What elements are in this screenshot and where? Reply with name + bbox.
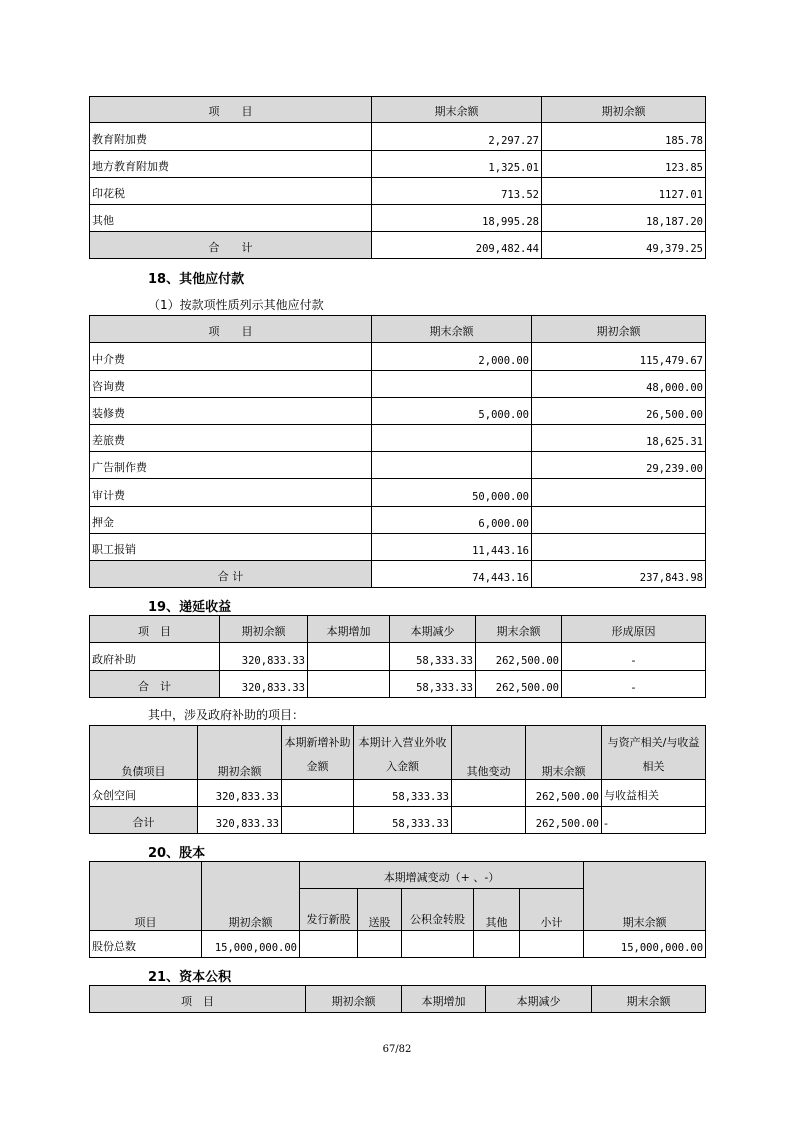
table-header-row (90, 986, 706, 1013)
table-header-row (90, 726, 706, 780)
total-value: 58,333.33 (390, 671, 476, 698)
total-value: 320,833.33 (220, 671, 308, 698)
total-label: 合 计 (90, 232, 372, 259)
value-cell: 15,000,000.00 (584, 931, 706, 958)
table-row (90, 178, 706, 205)
other-payables-table (89, 315, 706, 588)
value-cell: 262,500.00 (476, 643, 562, 671)
section-19-subheading: 其中，涉及政府补助的项目： (148, 708, 305, 722)
total-row (90, 671, 706, 698)
item-cell: 众创空间 (90, 780, 198, 807)
table-header-row (90, 862, 706, 889)
table-header-row (90, 97, 706, 123)
header-cell: 期末余额 (372, 316, 532, 343)
header-cell: 期末余额 (592, 986, 706, 1013)
table-header-row (90, 616, 706, 643)
header-cell: 本期增加 (402, 986, 486, 1013)
deferred-income-table (89, 615, 706, 698)
total-value: 262,500.00 (526, 807, 602, 834)
total-value (308, 671, 390, 698)
header-cell: 发行新股 (300, 889, 358, 931)
value-cell (282, 780, 354, 807)
total-value: 74,443.16 (372, 561, 532, 588)
value-cell: 1,325.01 (372, 151, 542, 178)
total-label: 合计 (90, 807, 198, 834)
header-cell: 其他 (474, 889, 520, 931)
page-number: 67/82 (382, 1044, 412, 1055)
total-label: 合 计 (90, 561, 372, 588)
value-cell: 6,000.00 (372, 507, 532, 534)
header-cell: 项 目 (90, 97, 372, 123)
value-cell: 713.52 (372, 178, 542, 205)
table-row (90, 452, 706, 479)
value-cell (372, 425, 532, 452)
value-cell (532, 534, 706, 561)
item-cell: 股份总数 (90, 931, 202, 958)
header-cell: 本期减少 (486, 986, 592, 1013)
value-cell: 18,995.28 (372, 205, 542, 232)
table-row (90, 643, 706, 671)
value-cell: 123.85 (542, 151, 706, 178)
total-value: 209,482.44 (372, 232, 542, 259)
value-cell: 2,000.00 (372, 343, 532, 371)
header-cell: 小计 (520, 889, 584, 931)
header-cell: 期初余额 (198, 726, 282, 780)
value-cell: 185.78 (542, 123, 706, 151)
table-row (90, 371, 706, 398)
section-21-heading: 21、资本公积 (148, 970, 232, 985)
header-cell: 期末余额 (584, 862, 706, 931)
item-cell: 教育附加费 (90, 123, 372, 151)
value-cell: 320,833.33 (220, 643, 308, 671)
item-cell: 其他 (90, 205, 372, 232)
header-cell: 期初余额 (532, 316, 706, 343)
header-cell: 项 目 (90, 616, 220, 643)
value-cell: 2,297.27 (372, 123, 542, 151)
reason-cell: - (562, 671, 706, 698)
value-cell (372, 371, 532, 398)
value-cell (474, 931, 520, 958)
header-cell: 其他变动 (452, 726, 526, 780)
value-cell (402, 931, 474, 958)
value-cell (308, 643, 390, 671)
table-row (90, 343, 706, 371)
total-value: 58,333.33 (354, 807, 452, 834)
value-cell: 11,443.16 (372, 534, 532, 561)
header-cell: 期末余额 (476, 616, 562, 643)
value-cell: 48,000.00 (532, 371, 706, 398)
total-row (90, 232, 706, 259)
value-cell (372, 452, 532, 479)
section-20-heading: 20、股本 (148, 846, 206, 861)
relation-cell: 与收益相关 (602, 780, 706, 807)
table-row (90, 534, 706, 561)
value-cell: 29,239.00 (532, 452, 706, 479)
value-cell (452, 780, 526, 807)
share-capital-table (89, 861, 706, 958)
table-row (90, 123, 706, 151)
value-cell: 26,500.00 (532, 398, 706, 425)
header-cell: 项目 (90, 862, 202, 931)
header-cell: 项 目 (90, 316, 372, 343)
header-cell: 负债项目 (90, 726, 198, 780)
header-cell: 期初余额 (202, 862, 300, 931)
table-row (90, 507, 706, 534)
value-cell: 320,833.33 (198, 780, 282, 807)
section-18-heading: 18、其他应付款 (148, 272, 245, 287)
header-cell: 期末余额 (526, 726, 602, 780)
change-group-header: 本期增减变动（+ 、-） (300, 862, 584, 889)
total-label: 合 计 (90, 671, 220, 698)
item-cell: 差旅费 (90, 425, 372, 452)
tax-table (89, 96, 706, 259)
item-cell: 广告制作费 (90, 452, 372, 479)
header-cell: 公积金转股 (402, 889, 474, 931)
item-cell: 印花税 (90, 178, 372, 205)
capital-reserve-table (89, 985, 706, 1013)
table-row (90, 780, 706, 807)
total-row (90, 807, 706, 834)
value-cell (300, 931, 358, 958)
value-cell: 262,500.00 (526, 780, 602, 807)
value-cell: 58,333.33 (390, 643, 476, 671)
item-cell: 押金 (90, 507, 372, 534)
total-value (282, 807, 354, 834)
item-cell: 地方教育附加费 (90, 151, 372, 178)
total-value: 320,833.33 (198, 807, 282, 834)
header-cell: 本期增加 (308, 616, 390, 643)
item-cell: 装修费 (90, 398, 372, 425)
reason-cell: - (562, 643, 706, 671)
table-row (90, 398, 706, 425)
value-cell: 115,479.67 (532, 343, 706, 371)
section-19-heading: 19、递延收益 (148, 600, 232, 615)
header-cell: 送股 (358, 889, 402, 931)
header-cell: 期末余额 (372, 97, 542, 123)
value-cell: 58,333.33 (354, 780, 452, 807)
header-cell: 本期减少 (390, 616, 476, 643)
value-cell: 18,625.31 (532, 425, 706, 452)
section-18-subheading: （1）按款项性质列示其他应付款 (148, 298, 324, 312)
value-cell: 50,000.00 (372, 479, 532, 507)
government-grants-table (89, 725, 706, 834)
table-row (90, 931, 706, 958)
table-row (90, 479, 706, 507)
header-cell: 期初余额 (220, 616, 308, 643)
table-row (90, 205, 706, 232)
item-cell: 中介费 (90, 343, 372, 371)
header-cell: 与资产相关/与收益相关 (602, 726, 706, 780)
header-cell: 项 目 (90, 986, 306, 1013)
table-row (90, 151, 706, 178)
total-value: 49,379.25 (542, 232, 706, 259)
item-cell: 审计费 (90, 479, 372, 507)
table-header-row (90, 316, 706, 343)
value-cell: 1127.01 (542, 178, 706, 205)
value-cell (532, 507, 706, 534)
relation-cell: - (602, 807, 706, 834)
table-row (90, 425, 706, 452)
item-cell: 职工报销 (90, 534, 372, 561)
item-cell: 政府补助 (90, 643, 220, 671)
header-cell: 形成原因 (562, 616, 706, 643)
header-cell: 本期计入营业外收入金额 (354, 726, 452, 780)
total-row (90, 561, 706, 588)
value-cell: 18,187.20 (542, 205, 706, 232)
header-cell: 期初余额 (542, 97, 706, 123)
value-cell (532, 479, 706, 507)
header-cell: 期初余额 (306, 986, 402, 1013)
value-cell (358, 931, 402, 958)
item-cell: 咨询费 (90, 371, 372, 398)
value-cell (520, 931, 584, 958)
value-cell: 5,000.00 (372, 398, 532, 425)
total-value: 262,500.00 (476, 671, 562, 698)
header-cell: 本期新增补助金额 (282, 726, 354, 780)
value-cell: 15,000,000.00 (202, 931, 300, 958)
total-value: 237,843.98 (532, 561, 706, 588)
total-value (452, 807, 526, 834)
